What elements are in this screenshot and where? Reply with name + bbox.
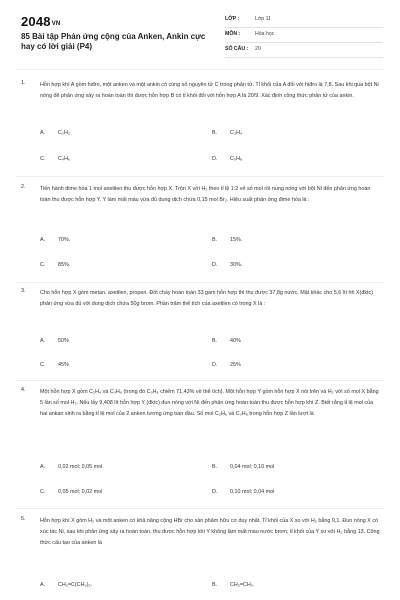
meta-row-subject	[225, 28, 383, 43]
option-letter: D.	[212, 489, 218, 495]
question-1-option-b[interactable]	[212, 130, 242, 136]
option-text: 70%.	[58, 237, 71, 243]
meta-value: 20	[255, 46, 261, 52]
option-text: 50%	[58, 338, 69, 344]
option-letter: B.	[212, 338, 218, 344]
page-header	[0, 0, 400, 66]
document-meta	[225, 13, 383, 58]
option-text: 85%.	[58, 262, 71, 268]
question-text: Hỗn hợp khí A gồm hiđro, một anken và một ankin có cùng số nguyên tử C trong phân tử. Tỉ khối của A đối với hiđro là 7,8. Sau khi qua bột Ni nóng để phản ứng xảy ra hoàn toàn thì được hỗn hợp B có tỉ khối đối với hỗn hợp A là 20/9. Xác định công thức phân tử của ankin.	[40, 82, 379, 99]
question-number: 3.	[21, 288, 26, 294]
question-separator	[16, 508, 384, 509]
question-number: 5.	[21, 516, 26, 522]
option-text: C₃H₄	[230, 130, 243, 136]
question-2	[21, 184, 381, 206]
question-4	[21, 387, 381, 420]
option-letter: B.	[212, 464, 218, 470]
option-text: 0,02 mol; 0,05 mol	[58, 464, 103, 470]
question-2-option-d[interactable]	[212, 262, 242, 268]
question-4-option-c[interactable]	[40, 489, 102, 495]
question-3-option-b[interactable]	[212, 338, 241, 344]
question-3-option-a[interactable]	[40, 338, 69, 344]
question-1-option-a[interactable]	[40, 130, 70, 136]
question-separator	[16, 176, 384, 177]
option-text: CH₂=C(CH₃)₂.	[58, 582, 93, 588]
option-letter: B.	[212, 237, 218, 243]
question-text: Tiến hành đime hóa 1 mol axetilen thu được hỗn hợp X. Trộn X với H₂ theo tỉ lệ 1:2 về số mol rồi nung nóng với bột Ni đến phản ứng hoàn toàn thu được hỗn hợp Y. Y làm mất màu vừa đủ dung dịch chứa 0,15 mol Br₂. Hiệu suất phản ứng đime hóa là :	[40, 186, 371, 203]
option-letter: C.	[40, 489, 46, 495]
question-1-option-c[interactable]	[40, 156, 70, 162]
option-letter: B.	[212, 130, 218, 136]
question-5-option-b[interactable]	[212, 582, 254, 588]
option-text: C₅H₈	[230, 156, 243, 162]
option-letter: B.	[212, 582, 218, 588]
option-letter: A.	[40, 130, 46, 136]
document-title: 85 Bài tập Phản ứng cộng của Anken, Ankin cực hay có lời giải (P4)	[21, 32, 206, 51]
question-number: 4.	[21, 387, 26, 393]
header-divider	[16, 69, 384, 70]
question-1	[21, 80, 381, 102]
question-4-option-a[interactable]	[40, 464, 102, 470]
question-1-option-d[interactable]	[212, 156, 242, 162]
question-4-option-b[interactable]	[212, 464, 274, 470]
meta-value: Hóa học	[255, 31, 275, 37]
option-text: CH₂=CH₂.	[230, 582, 255, 588]
option-text: 45%	[58, 362, 69, 368]
option-text: C₄H₆	[58, 156, 71, 162]
option-letter: D.	[212, 362, 218, 368]
question-number: 1.	[21, 80, 26, 86]
option-letter: A.	[40, 338, 46, 344]
question-3-option-c[interactable]	[40, 362, 69, 368]
question-number: 2.	[21, 184, 26, 190]
brand-name: 2048	[21, 14, 51, 29]
question-3-option-d[interactable]	[212, 362, 241, 368]
question-text: Hỗn hợp khí X gồm H₂ và một anken có khả năng cộng HBr cho sản phẩm hữu cơ duy nhất. Tỉ khối của X so với H₂ bằng 9,1. Đun nóng X có xúc tác Ni, sau khi phản ứng xảy ra hoàn toàn, thu được hỗn hợp khí Y không làm mất màu nước brom; tỉ khối của Y so với H₂ bằng 13. Công thức cấu tạo của anken là	[40, 518, 380, 546]
option-letter: D.	[212, 156, 218, 162]
option-text: 30%.	[230, 262, 243, 268]
meta-row-class	[225, 13, 383, 28]
meta-label: LỚP :	[225, 16, 240, 22]
option-text: 0,05 mol; 0,02 mol	[58, 489, 103, 495]
option-text: 15%.	[230, 237, 243, 243]
question-3	[21, 288, 381, 310]
option-text: 0,10 mol; 0,04 mol	[230, 489, 275, 495]
meta-row-count	[225, 43, 383, 58]
option-letter: C.	[40, 156, 46, 162]
option-text: 0,04 mol; 0,10 mol	[230, 464, 275, 470]
option-letter: A.	[40, 464, 46, 470]
site-logo[interactable]	[21, 14, 60, 29]
meta-label: SỐ CÂU :	[225, 46, 249, 52]
brand-suffix: VN	[51, 21, 61, 27]
meta-label: MÔN :	[225, 31, 241, 37]
question-5	[21, 516, 381, 549]
option-letter: A.	[40, 582, 46, 588]
option-letter: C.	[40, 362, 46, 368]
option-text: C₂H₂	[58, 130, 70, 136]
option-text: 40%	[230, 338, 241, 344]
question-2-option-c[interactable]	[40, 262, 70, 268]
question-2-option-b[interactable]	[212, 237, 242, 243]
question-4-option-d[interactable]	[212, 489, 274, 495]
option-letter: D.	[212, 262, 218, 268]
option-text: 25%	[230, 362, 241, 368]
question-text: Một hỗn hợp X gồm C₂H₄ và C₃H₆ (trong đó C₃H₆ chiếm 71,43% về thể tích). Một hỗn hợp Y gồm hỗn hợp X nói trên và H₂ với số mol X bằng 5 lần số mol H₂. Nếu lấy 9,408 lít hỗn hợp Y (đktc) đun nóng với Ni đến phản ứng hoàn toàn thu được hỗn hợp khí Z. Biết rằng tỉ lệ mol của hai ankan sinh ra bằng tỉ lệ mol của 2 anken tương ứng ban đầu. Số mol C₂H₆ và C₃H₈ trong hỗn hợp Z lần lượt là	[40, 389, 379, 417]
option-letter: C.	[40, 262, 46, 268]
question-separator	[16, 282, 384, 283]
question-5-option-a[interactable]	[40, 582, 92, 588]
question-separator	[16, 380, 384, 381]
meta-value: Lớp 11	[255, 16, 271, 22]
question-text: Cho hỗn hợp X gồm metan, axetilen, propen. Đốt cháy hoàn toàn 33 gam hỗn hợp thì thu được 37,8g nước. Mặt khác cho 5,6 lít hh X(đktc) phản ứng vừa đủ với dung dịch chứa 50g brom. Phần trăm thể tích của axetilen có trong X là :	[40, 290, 374, 307]
question-2-option-a[interactable]	[40, 237, 70, 243]
option-letter: A.	[40, 237, 46, 243]
